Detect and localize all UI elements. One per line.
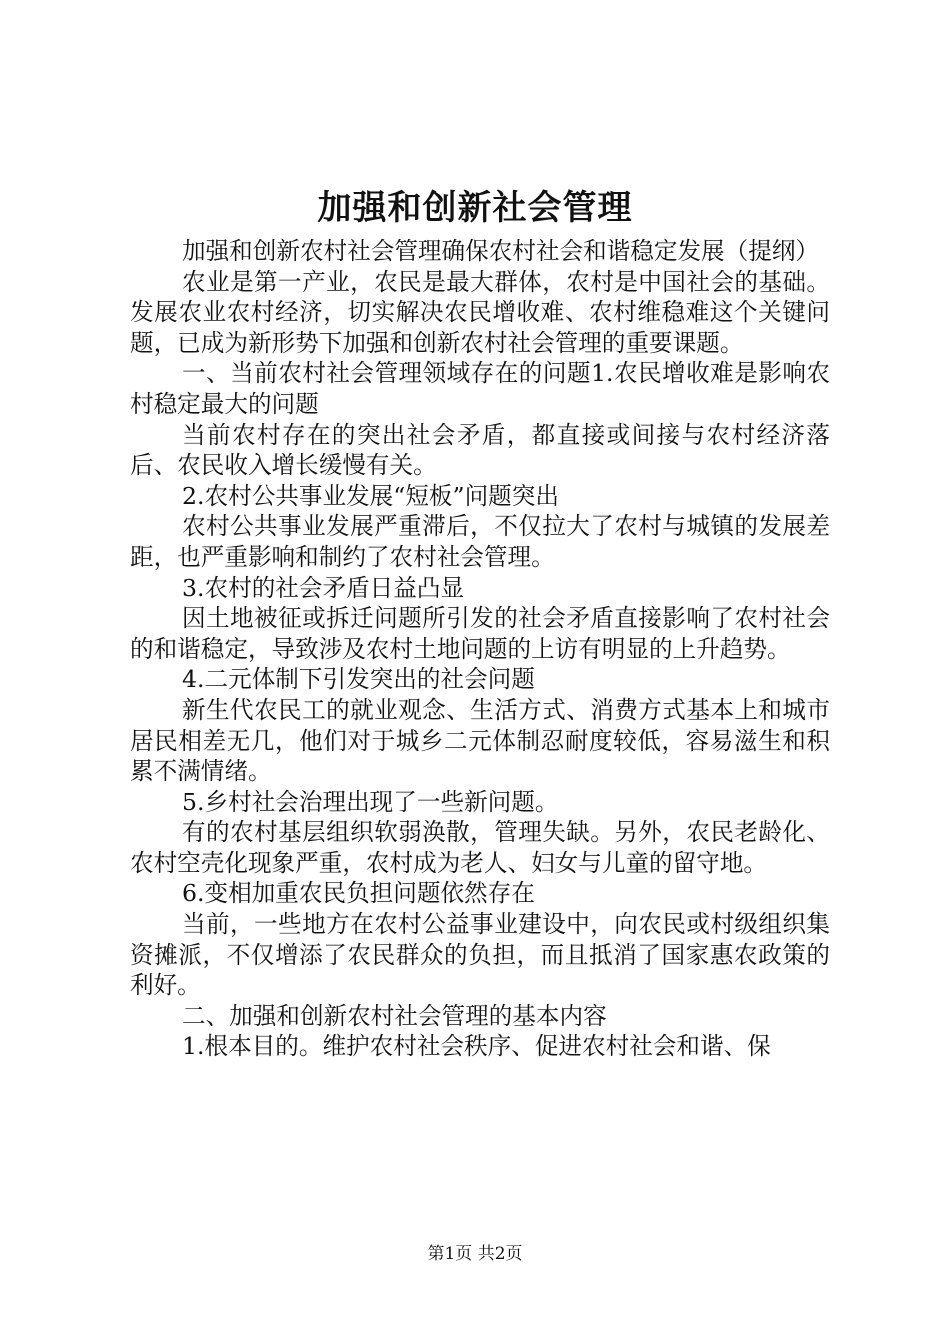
page-footer: 第1页 共2页	[427, 1244, 523, 1264]
paragraph: 农村公共事业发展严重滞后，不仅拉大了农村与城镇的发展差距，也严重影响和制约了农村社会管理。	[130, 512, 830, 571]
paragraph: 当前，一些地方在农村公益事业建设中，向农民或村级组织集资摊派，不仅增添了农民群众的负担，而且抵消了国家惠农政策的利好。	[130, 910, 830, 1000]
section-heading-2: 二、加强和创新农村社会管理的基本内容	[182, 1001, 607, 1030]
document-title: 加强和创新社会管理	[317, 188, 633, 228]
subheading: 6.变相加重农民负担问题依然存在	[182, 879, 535, 908]
paragraph: 新生代农民工的就业观念、生活方式、消费方式基本上和城市居民相差无几，他们对于城乡二元体制忍耐度较低，容易滋生和积累不满情绪。	[130, 695, 830, 786]
subheading: 2.农村公共事业发展“短板”问题突出	[182, 481, 559, 510]
paragraph-subtitle: 加强和创新农村社会管理确保农村社会和谐稳定发展（提纲）	[182, 237, 820, 265]
subheading: 3.农村的社会矛盾日益凸显	[182, 573, 465, 602]
paragraph: 有的农村基层组织软弱涣散，管理失缺。另外，农民老龄化、农村空壳化现象严重，农村成为老人、妇女与儿童的留守地。	[130, 818, 830, 877]
paragraph: 因土地被征或拆迁问题所引发的社会矛盾直接影响了农村社会的和谐稳定，导致涉及农村土地问题的上访有明显的上升趋势。	[130, 604, 830, 663]
section-heading-1: 一、当前农村社会管理领域存在的问题1.农民增收难是影响农村稳定最大的问题	[130, 359, 830, 418]
document-body	[130, 236, 830, 1062]
paragraph: 1.根本目的。维护农村社会秩序、促进农村社会和谐、保	[182, 1032, 771, 1061]
subheading: 5.乡村社会治理出现了一些新问题。	[182, 787, 559, 816]
paragraph-intro: 农业是第一产业，农民是最大群体，农村是中国社会的基础。发展农业农村经济，切实解决农民增收难、农村维稳难这个关键问题，已成为新形势下加强和创新农村社会管理的重要课题。	[130, 267, 830, 357]
subheading: 4.二元体制下引发突出的社会问题	[182, 665, 535, 694]
paragraph: 当前农村存在的突出社会矛盾，都直接或间接与农村经济落后、农民收入增长缓慢有关。	[130, 420, 830, 480]
